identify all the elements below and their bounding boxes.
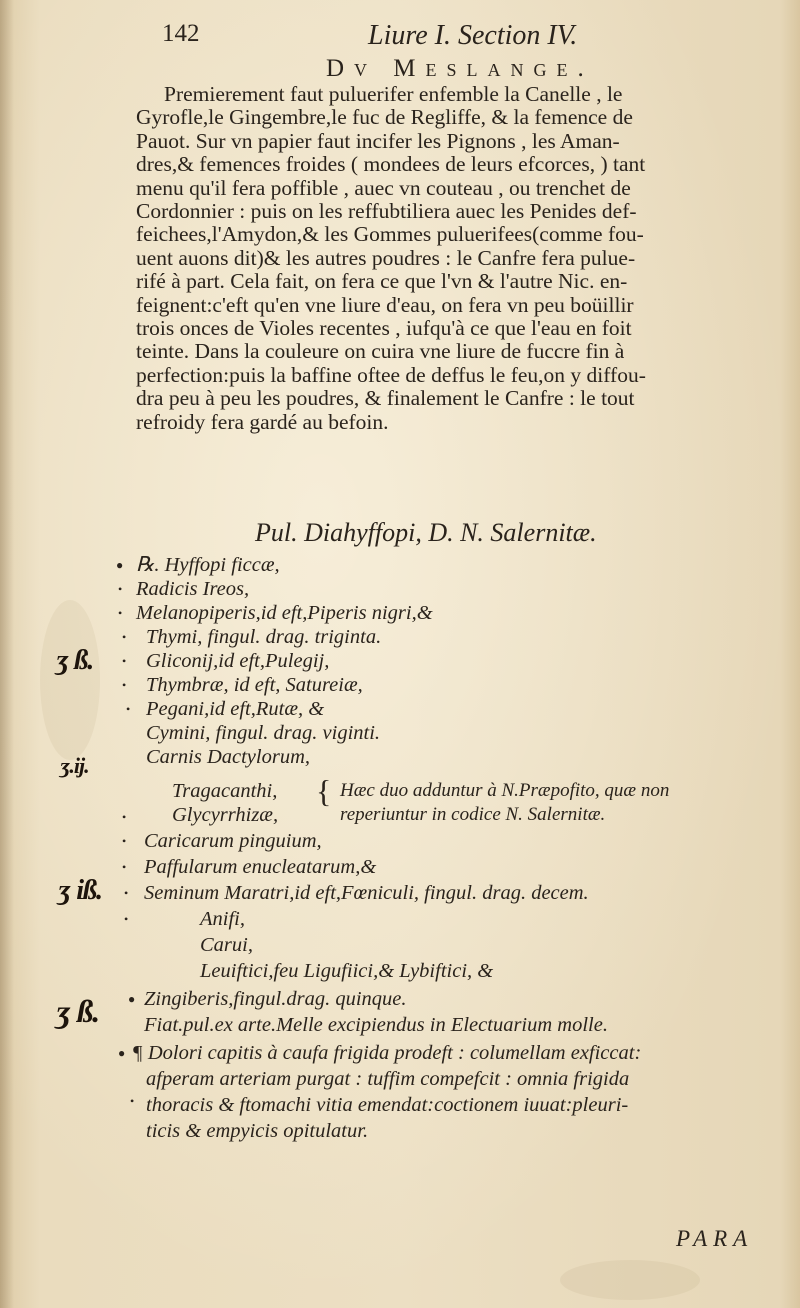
- recipe-line: ticis & empyicis opitulatur.: [146, 1120, 369, 1142]
- prose-line: teinte. Dans la couleure on cuira vne liure de fuccre fin à: [136, 339, 625, 364]
- marker-dot: •: [126, 702, 131, 716]
- marker-dot: •: [122, 810, 127, 824]
- margin-note: ʒ ß.: [56, 645, 94, 676]
- recipe-line: reperiuntur in codice N. Salernitæ.: [340, 804, 606, 825]
- recipe-line: Seminum Maratri,id eft,Fœniculi, fingul. drag. decem.: [144, 882, 589, 904]
- marker-dot: •: [122, 834, 127, 848]
- recipe-line: Pegani,id eft,Rutæ, &: [146, 698, 325, 720]
- marker-dot: •: [118, 606, 123, 620]
- prose-line: rifé à part. Cela fait, on fera ce que l'vn & l'autre Nic. en-: [136, 269, 628, 294]
- prose-line: refroidy fera gardé au befoin.: [136, 409, 389, 434]
- prose-line: perfection:puis la baffine oftee de deffus le feu,on y diffou-: [136, 362, 646, 387]
- marker-dot: •: [130, 1094, 135, 1108]
- marker-dot: ●: [118, 1046, 126, 1060]
- prose-line: feichees,l'Amydon,& les Gommes puluerifees(comme fou-: [136, 222, 644, 247]
- page-header: [150, 18, 790, 58]
- prose-line: menu qu'il fera poffible , auec vn couteau , ou trenchet de: [136, 175, 631, 200]
- recipe-line: Caricarum pinguium,: [144, 830, 322, 852]
- marker-dot: •: [124, 912, 129, 926]
- prose-line: Premierement faut puluerifer enfemble la Canelle , le: [164, 82, 623, 106]
- marker-dot: •: [122, 654, 127, 668]
- prose-line: Cordonnier : puis on les reffubtiliera auec les Penides def-: [136, 199, 637, 224]
- recipe-title: Pul. Diahyffopi, D. N. Salernitæ.: [255, 518, 597, 547]
- marker-dot: •: [122, 630, 127, 644]
- recipe-line: Gliconij,id eft,Pulegij,: [146, 650, 330, 672]
- prose-block: [136, 83, 791, 434]
- recipe-line: Hæc duo adduntur à N.Præpofito, quæ non: [340, 780, 670, 801]
- prose-line: dres,& femences froides ( mondees de leurs efcorces, ) tant: [136, 152, 646, 177]
- page-number: 142: [162, 20, 200, 47]
- recipe-line: Glycyrrhizæ,: [172, 804, 279, 826]
- binding-shadow: [0, 0, 14, 1308]
- prose-line: Gyrofle,le Gingembre,le fuc de Regliffe, & la femence de: [136, 105, 633, 130]
- recipe-line: Thymbræ, id eft, Satureiæ,: [146, 674, 363, 696]
- recipe-line: Paffularum enucleatarum,&: [144, 856, 377, 878]
- marker-dot: ●: [128, 992, 136, 1006]
- catchword: PARA: [676, 1226, 754, 1251]
- marker-dot: •: [118, 582, 123, 596]
- margin-note: ʒ.ij.: [60, 753, 89, 778]
- section-title: Dv Meslange.: [326, 55, 594, 82]
- prose-line: feignent:c'eft qu'en vne liure d'eau, on fera vn peu boüillir: [136, 292, 634, 317]
- marker-dot: •: [124, 886, 129, 900]
- page-stain: [40, 600, 100, 760]
- recipe-line: Zingiberis,fingul.drag. quinque.: [144, 988, 407, 1010]
- recipe-line: afperam arteriam purgat : tuffim compefcit : omnia frigida: [146, 1068, 630, 1090]
- marker-dot: ●: [116, 558, 124, 572]
- recipe-line: Carui,: [200, 934, 253, 956]
- recipe-line: Tragacanthi,: [172, 780, 278, 802]
- marker-dot: •: [122, 860, 127, 874]
- margin-note: ʒ ß.: [56, 993, 100, 1029]
- brace-glyph: {: [316, 773, 332, 809]
- recipe-line: Leuiftici,feu Ligufiici,& Lybiftici, &: [200, 960, 494, 982]
- prose-line: Pauot. Sur vn papier faut incifer les Pignons , les Aman-: [136, 128, 620, 153]
- recipe-line: Anifi,: [200, 908, 245, 930]
- running-head: Liure I. Section IV.: [368, 20, 578, 51]
- margin-note: ʒ iß.: [58, 875, 102, 906]
- recipe-line: Cymini, fingul. drag. viginti.: [146, 722, 381, 744]
- marker-dot: •: [122, 678, 127, 692]
- recipe-line: Radicis Ireos,: [136, 578, 250, 600]
- page-stain: [560, 1260, 700, 1300]
- recipe-line: Melanopiperis,id eft,Piperis nigri,&: [136, 602, 433, 624]
- recipe-line: ℞. Hyffopi ficcæ,: [136, 554, 280, 576]
- prose-line: uent auons dit)& les autres poudres : le Canfre fera pulue-: [136, 245, 636, 270]
- recipe-line: Fiat.pul.ex arte.Melle excipiendus in Electuarium molle.: [144, 1014, 608, 1036]
- recipe-line: ¶ Dolori capitis à caufa frigida prodeft : columellam exficcat:: [132, 1042, 642, 1064]
- prose-line: dra peu à peu les poudres, & finalement le Canfre : le tout: [136, 386, 635, 411]
- prose-line: trois onces de Violes recentes , iufqu'à ce que l'eau en foit: [136, 316, 632, 341]
- recipe-line: thoracis & ftomachi vitia emendat:coctionem iuuat:pleuri-: [146, 1094, 629, 1116]
- recipe-line: Carnis Dactylorum,: [146, 746, 310, 768]
- recipe-line: Thymi, fingul. drag. triginta.: [146, 626, 382, 648]
